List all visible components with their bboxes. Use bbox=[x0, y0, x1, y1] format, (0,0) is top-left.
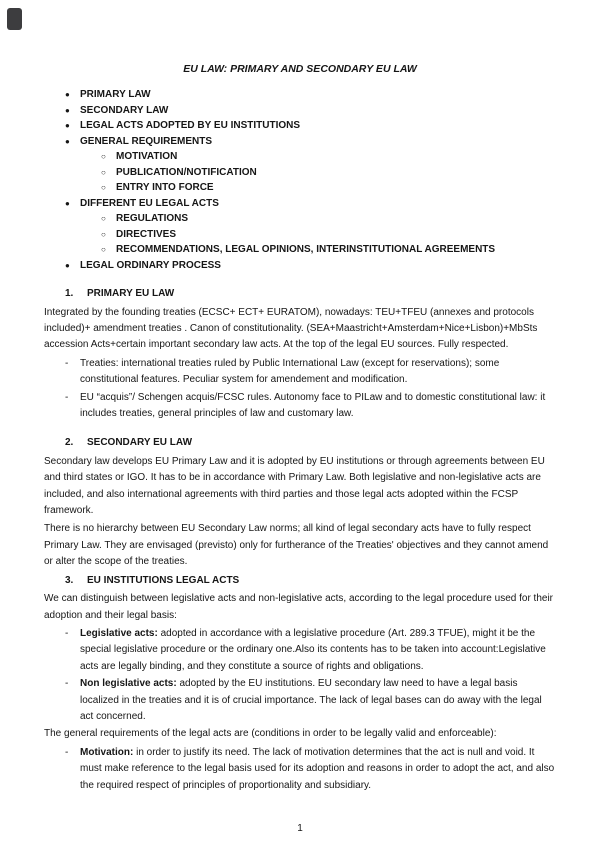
outline-item-label: ENTRY INTO FORCE bbox=[116, 182, 214, 193]
outline-item-label: DIFFERENT EU LEGAL ACTS bbox=[80, 197, 219, 209]
outline-item bbox=[44, 258, 556, 274]
circle-bullet-icon: ○ bbox=[101, 245, 106, 254]
dash-item-text bbox=[80, 676, 556, 725]
section-title: EU INSTITUTIONS LEGAL ACTS bbox=[87, 574, 240, 586]
outline-list bbox=[44, 87, 556, 273]
disc-bullet-icon: ● bbox=[65, 198, 70, 208]
dash-list-item bbox=[44, 626, 556, 675]
page-number: 1 bbox=[297, 823, 303, 834]
outline-item-label: PUBLICATION/NOTIFICATION bbox=[116, 166, 257, 178]
outline-item-label: MOTIVATION bbox=[116, 151, 178, 162]
section-2-paragraph: Secondary law develops EU Primary Law and it is adopted by EU institutions or through agreements between EU and third states or IGO. It has to be in accordance with Primary Law. Both legislative and non-legislative acts are included, and also international agreements with third parties and those legal acts adopted within the FCSP framework. bbox=[44, 455, 545, 517]
outline-item bbox=[44, 180, 556, 196]
outline-item bbox=[44, 242, 556, 258]
section-title: SECONDARY EU LAW bbox=[87, 437, 193, 449]
dash-item-body: adopted by the EU institutions. EU secondary law need to have a legal basis localized in the treaties and it is of crucial importance. The lack of legal bases can do away with the legal act concerned. bbox=[80, 678, 542, 723]
dash-item-body: adopted in accordance with a legislative procedure (Art. 289.3 TFUE), might it be the special legislative procedure or the ordinary one.Also its contents has to be taken into account:Legislative acts are legally binding, and they constitute a source of rights and obligations. bbox=[80, 628, 546, 672]
dash-item-lead: Motivation: bbox=[80, 746, 134, 758]
dash-bullet-icon: - bbox=[65, 357, 69, 369]
outline-item-label: GENERAL REQUIREMENTS bbox=[80, 135, 213, 147]
circle-bullet-icon: ○ bbox=[101, 167, 106, 177]
dash-bullet-icon: - bbox=[65, 746, 69, 758]
outline-item-label: DIRECTIVES bbox=[116, 228, 177, 240]
section-number: 3. bbox=[65, 574, 74, 586]
dash-item-body: in order to justify its need. The lack of motivation determines that the act is null and void. It must make reference to the legal basis used for its adoption and reasons in order to adopt the act, and also the required respect of principles of proportionality and subsidiary. bbox=[80, 746, 555, 791]
dash-list-item bbox=[44, 390, 556, 423]
disc-bullet-icon: ● bbox=[65, 90, 70, 99]
outline-item bbox=[44, 165, 556, 181]
dash-item-lead: Non legislative acts: bbox=[80, 678, 177, 690]
section-3-paragraph: The general requirements of the legal acts are (conditions in order to be legally valid and enforceable): bbox=[44, 728, 497, 740]
outline-item bbox=[44, 211, 556, 227]
section-2-heading bbox=[44, 435, 556, 451]
outline-item bbox=[44, 103, 556, 119]
dash-bullet-icon: - bbox=[65, 678, 69, 690]
dash-item-text bbox=[80, 626, 556, 675]
page-corner-artifact bbox=[7, 8, 22, 30]
disc-bullet-icon: ● bbox=[65, 136, 70, 146]
dash-bullet-icon: - bbox=[65, 628, 69, 639]
dash-item-text: EU “acquis”/ Schengen acquis/FCSC rules. Autonomy face to PILaw and to domestic constitutional law: it includes treaties, general principles of law and customary law. bbox=[80, 391, 546, 419]
dash-list-item bbox=[44, 745, 556, 794]
dash-list-item bbox=[44, 676, 556, 725]
circle-bullet-icon: ○ bbox=[101, 183, 106, 192]
outline-item bbox=[44, 227, 556, 243]
circle-bullet-icon: ○ bbox=[101, 214, 106, 223]
disc-bullet-icon: ● bbox=[65, 105, 70, 115]
section-number: 2. bbox=[65, 437, 74, 449]
circle-bullet-icon: ○ bbox=[101, 152, 106, 161]
section-3-paragraph: We can distinguish between legislative acts and non-legislative acts, according to the legal procedure used for their adoption and their legal basis: bbox=[44, 593, 553, 621]
section-title: PRIMARY EU LAW bbox=[87, 288, 175, 299]
dash-list-item bbox=[44, 356, 556, 389]
dash-item-text bbox=[80, 745, 556, 794]
section-1-heading bbox=[44, 286, 556, 302]
document-title: EU LAW: PRIMARY AND SECONDARY EU LAW bbox=[183, 63, 417, 75]
dash-item-lead: Legislative acts: bbox=[80, 628, 158, 639]
outline-item-label: PRIMARY LAW bbox=[80, 89, 151, 100]
outline-item bbox=[44, 149, 556, 165]
dash-item-text: Treaties: international treaties ruled by Public International Law (except for reservations); some constitutional features. Peculiar system for amendement and modification. bbox=[80, 357, 500, 386]
section-number: 1. bbox=[65, 288, 74, 299]
section-3-heading bbox=[44, 573, 556, 589]
outline-item bbox=[44, 196, 556, 212]
circle-bullet-icon: ○ bbox=[101, 229, 106, 239]
outline-item-label: REGULATIONS bbox=[116, 213, 189, 224]
dash-bullet-icon: - bbox=[65, 391, 69, 403]
outline-item bbox=[44, 118, 556, 134]
section-2-paragraph: There is no hierarchy between EU Secondary Law norms; all kind of legal secondary acts have to fully respect Primary Law. They are envisaged (previsto) only for furtherance of the Treaties' objectives and they cannot amend or alter the scope of the treaties. bbox=[44, 523, 549, 568]
disc-bullet-icon: ● bbox=[65, 121, 70, 130]
outline-item-label: SECONDARY LAW bbox=[80, 104, 169, 116]
disc-bullet-icon: ● bbox=[65, 260, 70, 270]
section-1-paragraph: Integrated by the founding treaties (ECSC+ ECT+ EURATOM), nowadays: TEU+TFEU (annexes and protocols included)+ amendment treaties . Canon of constitutionality. (SEA+Maastricht+Amsterdam+Nice+Lisbon)+MbSts accession Acts+certain important secondary law acts. At the top of the legal EU sources. Fully respected. bbox=[44, 306, 538, 351]
outline-item-label: LEGAL ORDINARY PROCESS bbox=[80, 259, 221, 271]
outline-item-label: LEGAL ACTS ADOPTED BY EU INSTITUTIONS bbox=[80, 120, 301, 131]
outline-item bbox=[44, 134, 556, 150]
outline-item bbox=[44, 87, 556, 103]
outline-item-label: RECOMMENDATIONS, LEGAL OPINIONS, INTERINSTITUTIONAL AGREEMENTS bbox=[116, 244, 496, 255]
